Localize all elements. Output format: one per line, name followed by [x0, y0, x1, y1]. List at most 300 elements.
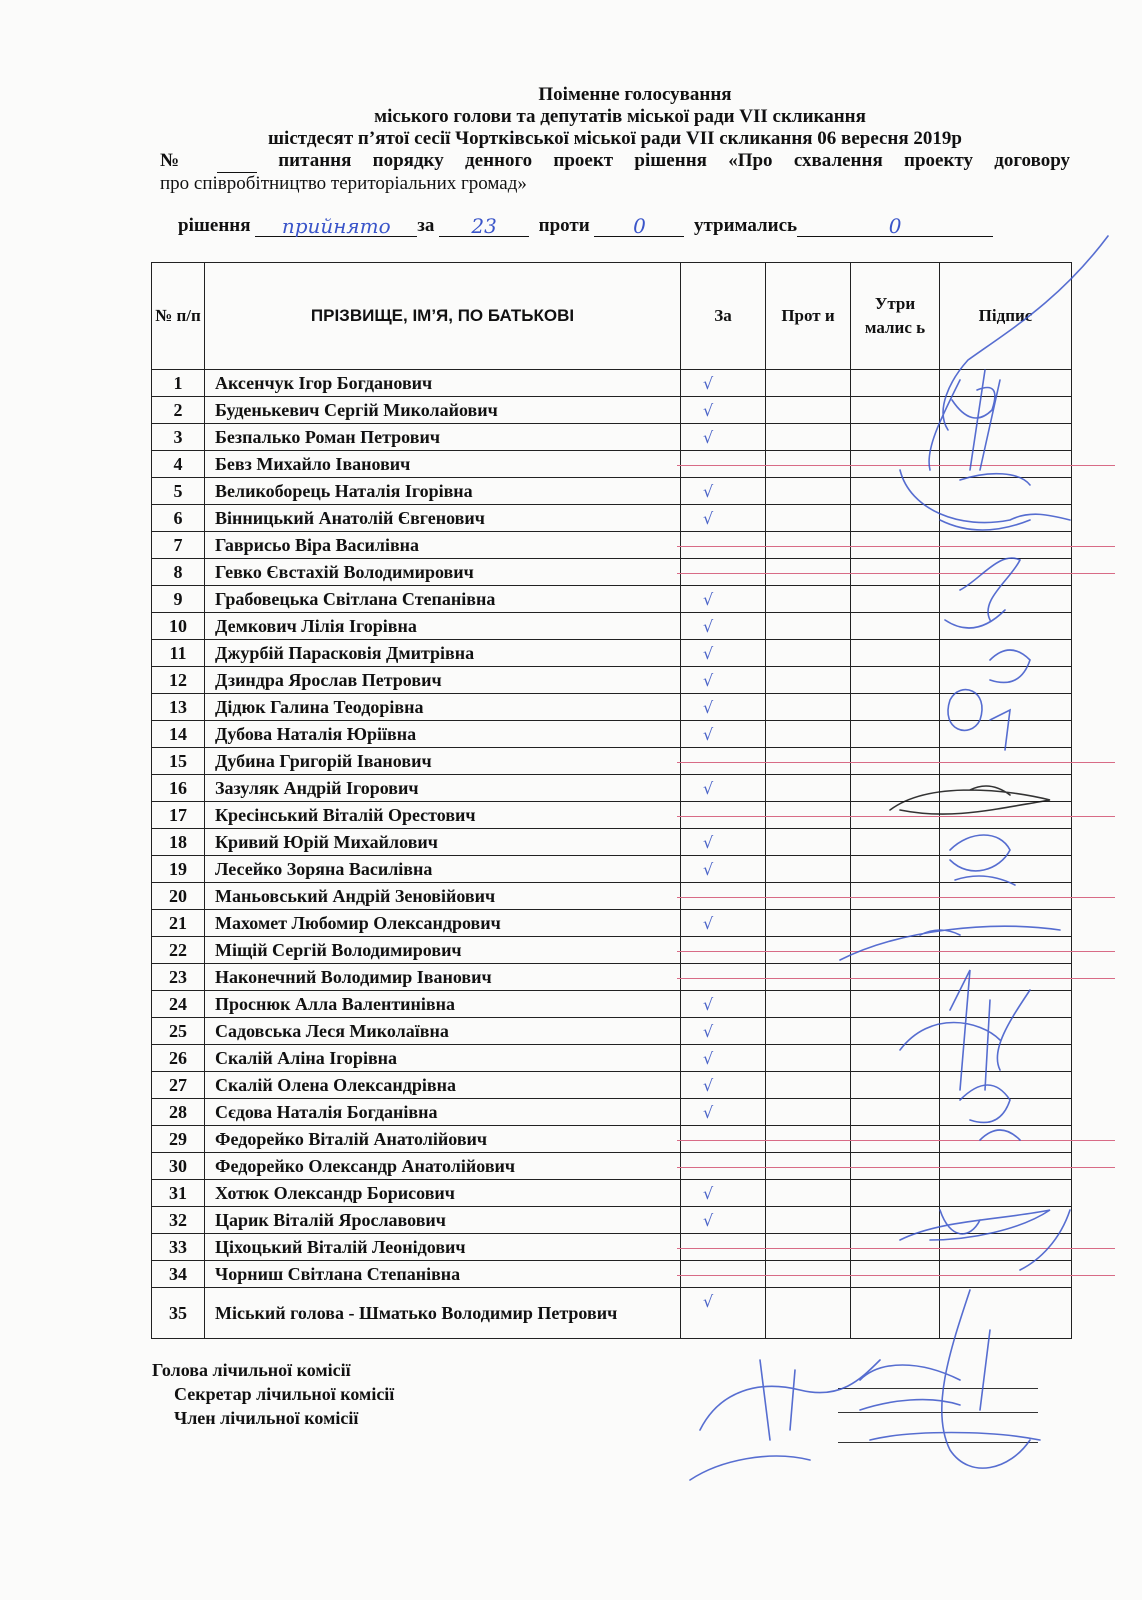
vote-against-cell [766, 748, 851, 775]
deputy-name: Проснюк Алла Валентинівна [205, 991, 681, 1018]
vote-abstained-cell [851, 721, 940, 748]
member-signature-line [838, 1442, 1038, 1443]
vote-against-cell [766, 559, 851, 586]
signature-cell [940, 883, 1072, 910]
vote-for-cell [681, 1288, 766, 1339]
vote-against-cell [766, 640, 851, 667]
absent-strike-line [677, 1275, 1115, 1276]
deputy-name: Міський голова - Шматько Володимир Петрович [205, 1288, 681, 1339]
vote-for-cell [681, 829, 766, 856]
row-number: 23 [152, 964, 205, 991]
vote-abstained-cell [851, 910, 940, 937]
vote-abstained-cell [851, 1207, 940, 1234]
header-against: Прот и [766, 263, 851, 370]
signature-cell [940, 1180, 1072, 1207]
absent-strike-line [677, 546, 1115, 547]
for-label: за [417, 215, 435, 236]
row-number: 7 [152, 532, 205, 559]
vote-for-cell [681, 1072, 766, 1099]
vote-against-cell [766, 613, 851, 640]
signature-cell [940, 532, 1072, 559]
commission-block [152, 1358, 394, 1430]
vote-abstained-cell [851, 667, 940, 694]
vote-against-cell [766, 694, 851, 721]
deputy-name: Буденькевич Сергій Миколайович [205, 397, 681, 424]
signature-cell [940, 1126, 1072, 1153]
table-row [152, 991, 1072, 1018]
row-number: 20 [152, 883, 205, 910]
row-number: 28 [152, 1099, 205, 1126]
deputy-name: Великоборець Наталія Ігорівна [205, 478, 681, 505]
row-number: 18 [152, 829, 205, 856]
vote-abstained-cell [851, 856, 940, 883]
absent-strike-line [677, 1248, 1115, 1249]
deputy-name: Кривий Юрій Михайлович [205, 829, 681, 856]
deputy-name: Чорниш Світлана Степанівна [205, 1261, 681, 1288]
vote-abstained-cell [851, 532, 940, 559]
row-number: 29 [152, 1126, 205, 1153]
check-mark-icon: √ [703, 644, 714, 663]
question-text-1: питання порядку денного проект рішення «Про схвалення проекту договору [278, 150, 1071, 171]
row-number: 11 [152, 640, 205, 667]
table-header-row [152, 263, 1072, 370]
deputy-name: Маньовський Андрій Зеновійович [205, 883, 681, 910]
check-mark-icon: √ [703, 482, 714, 501]
row-number: 26 [152, 1045, 205, 1072]
check-mark-icon: √ [703, 725, 714, 744]
signature-cell [940, 937, 1072, 964]
deputy-name: Вінницький Анатолій Євгенович [205, 505, 681, 532]
vote-abstained-cell [851, 1018, 940, 1045]
check-mark-icon: √ [703, 995, 714, 1014]
document-title: Поіменне голосування [538, 84, 732, 105]
signature-cell [940, 829, 1072, 856]
vote-for-cell [681, 802, 766, 829]
vote-for-cell [681, 856, 766, 883]
row-number: 25 [152, 1018, 205, 1045]
signature-cell [940, 1153, 1072, 1180]
vote-abstained-cell [851, 829, 940, 856]
signature-cell [940, 1288, 1072, 1339]
row-number: 33 [152, 1234, 205, 1261]
table-row [152, 478, 1072, 505]
table-row [152, 532, 1072, 559]
vote-for-cell [681, 505, 766, 532]
row-number: 31 [152, 1180, 205, 1207]
abstained-count: 0 [797, 214, 993, 237]
signature-cell [940, 775, 1072, 802]
vote-against-cell [766, 1099, 851, 1126]
vote-for-cell [681, 775, 766, 802]
vote-for-cell [681, 937, 766, 964]
absent-strike-line [677, 1140, 1115, 1141]
deputy-name: Наконечний Володимир Іванович [205, 964, 681, 991]
document-subtitle-2: шістдесят п’ятої сесії Чортківської міської ради VII скликання 06 вересня 2019р [268, 128, 962, 149]
table-row [152, 775, 1072, 802]
vote-for-cell [681, 451, 766, 478]
row-number: 22 [152, 937, 205, 964]
deputy-name: Дубова Наталія Юріївна [205, 721, 681, 748]
table-row [152, 937, 1072, 964]
vote-for-cell [681, 1126, 766, 1153]
vote-abstained-cell [851, 991, 940, 1018]
vote-against-cell [766, 1261, 851, 1288]
signature-cell [940, 1099, 1072, 1126]
table-row [152, 883, 1072, 910]
absent-strike-line [677, 465, 1115, 466]
chair-signature-line [838, 1388, 1038, 1389]
vote-for-cell [681, 424, 766, 451]
row-number: 12 [152, 667, 205, 694]
vote-for-cell [681, 694, 766, 721]
decision-label: рішення [178, 215, 251, 236]
vote-for-cell [681, 1180, 766, 1207]
row-number: 15 [152, 748, 205, 775]
deputy-name: Безпалько Роман Петрович [205, 424, 681, 451]
header-signature: Підпис [940, 263, 1072, 370]
header-block [160, 84, 1070, 195]
signature-cell [940, 802, 1072, 829]
vote-against-cell [766, 1207, 851, 1234]
table-row [152, 910, 1072, 937]
row-number: 13 [152, 694, 205, 721]
row-number: 19 [152, 856, 205, 883]
vote-against-cell [766, 1018, 851, 1045]
vote-abstained-cell [851, 1153, 940, 1180]
table-row [152, 721, 1072, 748]
decision-value: прийнято [255, 214, 417, 237]
vote-against-cell [766, 964, 851, 991]
absent-strike-line [677, 1167, 1115, 1168]
vote-abstained-cell [851, 559, 940, 586]
deputy-name: Хотюк Олександр Борисович [205, 1180, 681, 1207]
secretary-signature-line [838, 1412, 1038, 1413]
deputy-name: Скалій Олена Олександрівна [205, 1072, 681, 1099]
table-row [152, 1045, 1072, 1072]
table-row [152, 1099, 1072, 1126]
vote-abstained-cell [851, 964, 940, 991]
vote-for-cell [681, 883, 766, 910]
table-row [152, 802, 1072, 829]
signature-cell [940, 1234, 1072, 1261]
vote-against-cell [766, 1180, 851, 1207]
check-mark-icon: √ [703, 1022, 714, 1041]
vote-against-cell [766, 883, 851, 910]
vote-abstained-cell [851, 1126, 940, 1153]
signature-cell [940, 856, 1072, 883]
row-number: 5 [152, 478, 205, 505]
vote-against-cell [766, 370, 851, 397]
vote-for-cell [681, 1099, 766, 1126]
row-number: 2 [152, 397, 205, 424]
votes-table [151, 262, 1072, 1339]
vote-against-cell [766, 991, 851, 1018]
check-mark-icon: √ [703, 590, 714, 609]
vote-against-cell [766, 721, 851, 748]
vote-abstained-cell [851, 937, 940, 964]
vote-abstained-cell [851, 694, 940, 721]
signature-cell [940, 1261, 1072, 1288]
signature-cell [940, 424, 1072, 451]
vote-abstained-cell [851, 1099, 940, 1126]
vote-abstained-cell [851, 370, 940, 397]
row-number: 14 [152, 721, 205, 748]
vote-against-cell [766, 1045, 851, 1072]
question-text-2: про співробітництво територіальних громад» [160, 173, 527, 194]
table-row [152, 1126, 1072, 1153]
deputy-name: Федорейко Віталій Анатолійович [205, 1126, 681, 1153]
table-row [152, 397, 1072, 424]
table-row [152, 1153, 1072, 1180]
question-line [160, 150, 1070, 173]
vote-abstained-cell [851, 1045, 940, 1072]
abstained-label: утримались [693, 215, 798, 236]
deputy-name: Дзиндра Ярослав Петрович [205, 667, 681, 694]
vote-abstained-cell [851, 1288, 940, 1339]
question-prefix: № [160, 150, 196, 171]
vote-for-cell [681, 370, 766, 397]
vote-against-cell [766, 856, 851, 883]
deputy-name: Сєдова Наталія Богданівна [205, 1099, 681, 1126]
row-number: 30 [152, 1153, 205, 1180]
check-mark-icon: √ [703, 1292, 714, 1311]
absent-strike-line [677, 897, 1115, 898]
check-mark-icon: √ [703, 1184, 714, 1203]
row-number: 6 [152, 505, 205, 532]
check-mark-icon: √ [703, 1076, 714, 1095]
table-row [152, 829, 1072, 856]
absent-strike-line [677, 816, 1115, 817]
signature-cell [940, 640, 1072, 667]
vote-for-cell [681, 748, 766, 775]
signature-cell [940, 1072, 1072, 1099]
vote-against-cell [766, 667, 851, 694]
table-row [152, 694, 1072, 721]
deputy-name: Аксенчук Ігор Богданович [205, 370, 681, 397]
vote-against-cell [766, 775, 851, 802]
vote-abstained-cell [851, 586, 940, 613]
document-subtitle-1: міського голови та депутатів міської ради VII скликання [374, 106, 866, 127]
vote-abstained-cell [851, 883, 940, 910]
absent-strike-line [677, 978, 1115, 979]
check-mark-icon: √ [703, 509, 714, 528]
table-row [152, 1207, 1072, 1234]
signature-cell [940, 667, 1072, 694]
commission-chair-signature [690, 1360, 880, 1480]
signature-cell [940, 586, 1072, 613]
vote-for-cell [681, 397, 766, 424]
row-number: 34 [152, 1261, 205, 1288]
check-mark-icon: √ [703, 428, 714, 447]
signature-cell [940, 748, 1072, 775]
vote-against-cell [766, 1072, 851, 1099]
vote-against-cell [766, 586, 851, 613]
vote-for-cell [681, 1018, 766, 1045]
signature-cell [940, 505, 1072, 532]
vote-against-cell [766, 424, 851, 451]
header-for: За [681, 263, 766, 370]
row-number: 4 [152, 451, 205, 478]
check-mark-icon: √ [703, 833, 714, 852]
vote-abstained-cell [851, 748, 940, 775]
check-mark-icon: √ [703, 860, 714, 879]
vote-for-cell [681, 910, 766, 937]
vote-abstained-cell [851, 802, 940, 829]
row-number: 16 [152, 775, 205, 802]
row-number: 3 [152, 424, 205, 451]
absent-strike-line [677, 573, 1115, 574]
vote-for-cell [681, 478, 766, 505]
row-number: 24 [152, 991, 205, 1018]
deputy-name: Гаврисьо Віра Василівна [205, 532, 681, 559]
table-row [152, 964, 1072, 991]
vote-abstained-cell [851, 613, 940, 640]
check-mark-icon: √ [703, 779, 714, 798]
vote-abstained-cell [851, 640, 940, 667]
vote-abstained-cell [851, 1072, 940, 1099]
row-number: 10 [152, 613, 205, 640]
vote-abstained-cell [851, 775, 940, 802]
header-name: ПРІЗВИЩЕ, ІМ’Я, ПО БАТЬКОВІ [205, 263, 681, 370]
deputy-name: Гевко Євстахій Володимирович [205, 559, 681, 586]
vote-for-cell [681, 559, 766, 586]
vote-abstained-cell [851, 424, 940, 451]
vote-against-cell [766, 829, 851, 856]
vote-against-cell [766, 1234, 851, 1261]
row-number: 9 [152, 586, 205, 613]
table-row [152, 559, 1072, 586]
vote-against-cell [766, 1288, 851, 1339]
check-mark-icon: √ [703, 698, 714, 717]
vote-abstained-cell [851, 451, 940, 478]
vote-against-cell [766, 478, 851, 505]
vote-for-cell [681, 667, 766, 694]
question-number-blank [217, 150, 257, 173]
deputy-name: Дубина Григорій Іванович [205, 748, 681, 775]
signature-cell [940, 451, 1072, 478]
table-row [152, 424, 1072, 451]
signature-cell [940, 1018, 1072, 1045]
row-number: 8 [152, 559, 205, 586]
table-row [152, 451, 1072, 478]
vote-for-cell [681, 586, 766, 613]
commission-secretary-label: Секретар лічильної комісії [174, 1384, 395, 1404]
table-row [152, 748, 1072, 775]
table-row [152, 1288, 1072, 1339]
deputy-name: Грабовецька Світлана Степанівна [205, 586, 681, 613]
check-mark-icon: √ [703, 671, 714, 690]
signature-cell [940, 964, 1072, 991]
signature-cell [940, 397, 1072, 424]
deputy-name: Скалій Аліна Ігорівна [205, 1045, 681, 1072]
against-count: 0 [594, 214, 684, 237]
table-row [152, 1018, 1072, 1045]
signature-cell [940, 991, 1072, 1018]
deputy-name: Дідюк Галина Теодорівна [205, 694, 681, 721]
table-row [152, 1072, 1072, 1099]
commission-chair-label: Голова лічильної комісії [152, 1360, 351, 1380]
signature-cell [940, 721, 1072, 748]
vote-for-cell [681, 1045, 766, 1072]
signature-cell [940, 1207, 1072, 1234]
header-num: № п/п [152, 263, 205, 370]
deputy-name: Демкович Лілія Ігорівна [205, 613, 681, 640]
row-number: 1 [152, 370, 205, 397]
row-number: 27 [152, 1072, 205, 1099]
vote-against-cell [766, 1153, 851, 1180]
row-number: 17 [152, 802, 205, 829]
vote-for-cell [681, 613, 766, 640]
table-row [152, 667, 1072, 694]
check-mark-icon: √ [703, 401, 714, 420]
deputy-name: Махомет Любомир Олександрович [205, 910, 681, 937]
deputy-name: Джурбій Парасковія Дмитрівна [205, 640, 681, 667]
table-row [152, 1234, 1072, 1261]
deputy-name: Бевз Михайло Іванович [205, 451, 681, 478]
against-label: проти [538, 215, 590, 236]
vote-for-cell [681, 640, 766, 667]
signature-cell [940, 1045, 1072, 1072]
for-count: 23 [439, 214, 529, 237]
vote-for-cell [681, 1153, 766, 1180]
vote-for-cell [681, 991, 766, 1018]
commission-member-label: Член лічильної комісії [174, 1408, 359, 1428]
vote-against-cell [766, 910, 851, 937]
table-row [152, 586, 1072, 613]
signature-cell [940, 559, 1072, 586]
vote-for-cell [681, 964, 766, 991]
signature-cell [940, 613, 1072, 640]
vote-against-cell [766, 802, 851, 829]
vote-against-cell [766, 397, 851, 424]
check-mark-icon: √ [703, 1049, 714, 1068]
check-mark-icon: √ [703, 1211, 714, 1230]
deputy-name: Міщій Сергій Володимирович [205, 937, 681, 964]
deputy-name: Лесейко Зоряна Василівна [205, 856, 681, 883]
signature-cell [940, 694, 1072, 721]
table-row [152, 1180, 1072, 1207]
table-row [152, 613, 1072, 640]
table-row [152, 640, 1072, 667]
deputy-name: Царик Віталій Ярославович [205, 1207, 681, 1234]
table-row [152, 1261, 1072, 1288]
vote-against-cell [766, 451, 851, 478]
vote-for-cell [681, 1207, 766, 1234]
row-number: 35 [152, 1288, 205, 1339]
deputy-name: Кресінський Віталій Орестович [205, 802, 681, 829]
table-row [152, 505, 1072, 532]
vote-against-cell [766, 1126, 851, 1153]
vote-for-cell [681, 1234, 766, 1261]
check-mark-icon: √ [703, 617, 714, 636]
check-mark-icon: √ [703, 1103, 714, 1122]
signature-cell [940, 910, 1072, 937]
header-abstained: Утри малис ь [851, 263, 940, 370]
deputy-name: Федорейко Олександр Анатолійович [205, 1153, 681, 1180]
deputy-name: Зазуляк Андрій Ігорович [205, 775, 681, 802]
vote-for-cell [681, 1261, 766, 1288]
absent-strike-line [677, 951, 1115, 952]
vote-abstained-cell [851, 505, 940, 532]
vote-for-cell [681, 721, 766, 748]
vote-against-cell [766, 532, 851, 559]
vote-abstained-cell [851, 1234, 940, 1261]
check-mark-icon: √ [703, 914, 714, 933]
vote-for-cell [681, 532, 766, 559]
deputy-name: Садовська Леся Миколаївна [205, 1018, 681, 1045]
signature-cell [940, 478, 1072, 505]
check-mark-icon: √ [703, 374, 714, 393]
